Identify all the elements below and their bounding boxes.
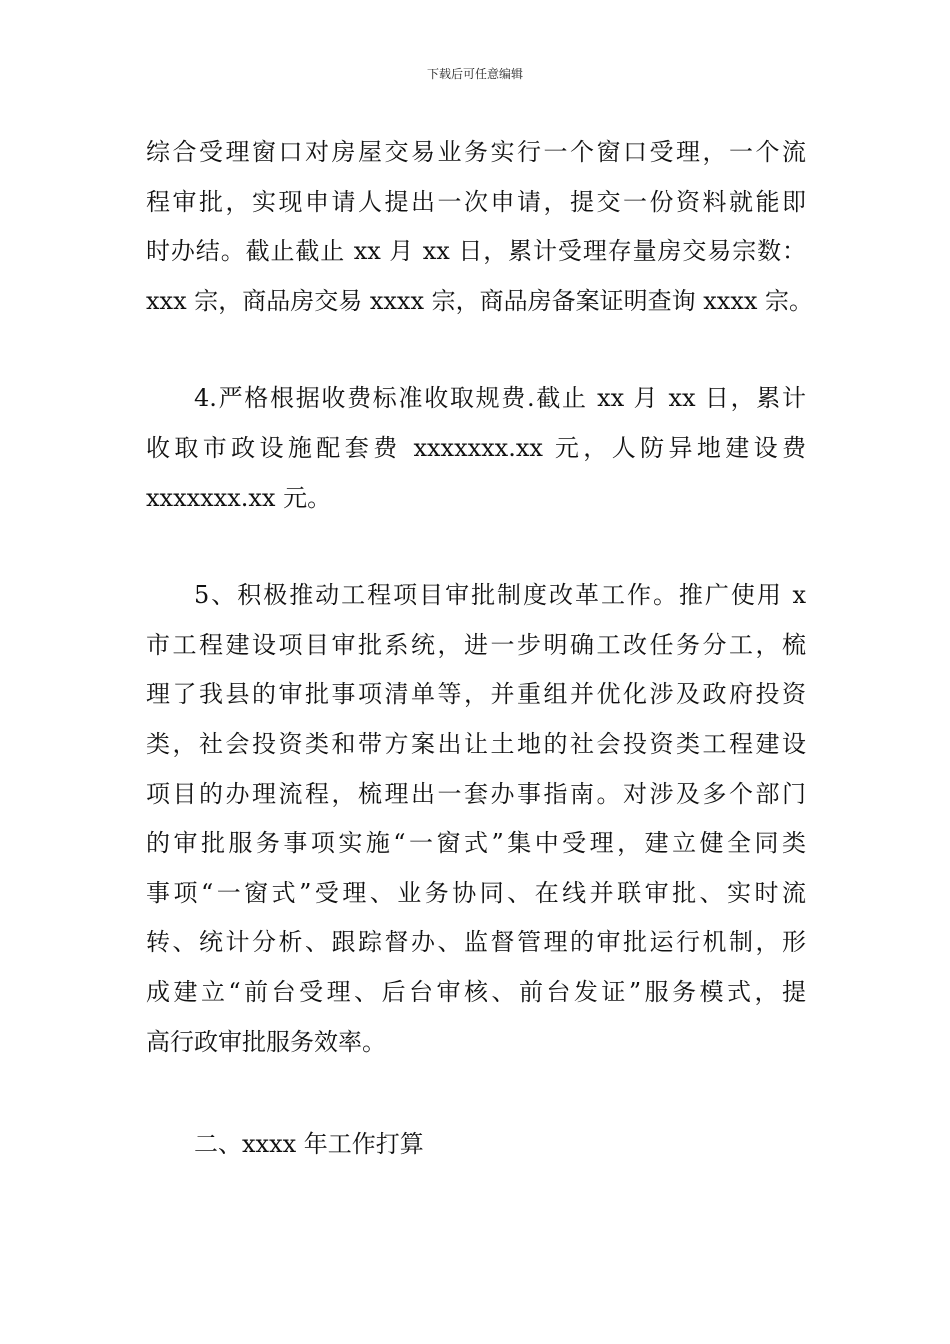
text-line: 事项“一窗式”受理、业务协同、在线并联审批、实时流: [146, 878, 806, 907]
paragraph-housing-transactions: [146, 128, 814, 326]
text-line: 4.严格根据收费标准收取规费.截止 xx 月 xx 日，累计: [194, 384, 806, 413]
text-line: 市工程建设项目审批系统，进一步明确工改任务分工，梳: [146, 630, 806, 659]
document-body: [146, 128, 814, 1067]
text-line: 成建立“前台受理、后台审核、前台发证”服务模式，提: [146, 977, 806, 1006]
paragraph-approval-reform: [146, 571, 806, 1067]
text-line: 收取市政设施配套费 xxxxxxx.xx 元，人防异地建设费: [146, 433, 806, 462]
text-line: 5、积极推动工程项目审批制度改革工作。推广使用 x: [194, 581, 806, 610]
section-heading: 二、xxxx 年工作打算: [194, 1130, 424, 1158]
text-line: 高行政审批服务效率。: [146, 1027, 386, 1056]
paragraph-gap: [146, 523, 806, 571]
text-line: 时办结。截止截止 xx 月 xx 日，累计受理存量房交易宗数：: [146, 237, 806, 266]
paragraph-gap: [146, 326, 806, 374]
text-line: 类，社会投资类和带方案出让土地的社会投资类工程建设: [146, 729, 806, 758]
text-line: 的审批服务事项实施“一窗式”集中受理，建立健全同类: [146, 829, 806, 858]
text-line: 项目的办理流程，梳理出一套办事指南。对涉及多个部门: [146, 779, 806, 808]
text-line: 综合受理窗口对房屋交易业务实行一个窗口受理，一个流: [146, 138, 806, 166]
text-line: xxx 宗，商品房交易 xxxx 宗，商品房备案证明查询 xxxx 宗。: [146, 286, 814, 315]
paragraph-fee-collection: [146, 374, 806, 523]
page-header-note: 下载后可任意编辑: [426, 67, 523, 81]
text-line: 转、统计分析、跟踪督办、监督管理的审批运行机制，形: [146, 928, 806, 957]
text-line: 理了我县的审批事项清单等，并重组并优化涉及政府投资: [146, 680, 806, 709]
text-line: xxxxxxx.xx 元。: [146, 483, 332, 512]
text-line: 程审批，实现申请人提出一次申请，提交一份资料就能即: [146, 187, 806, 216]
